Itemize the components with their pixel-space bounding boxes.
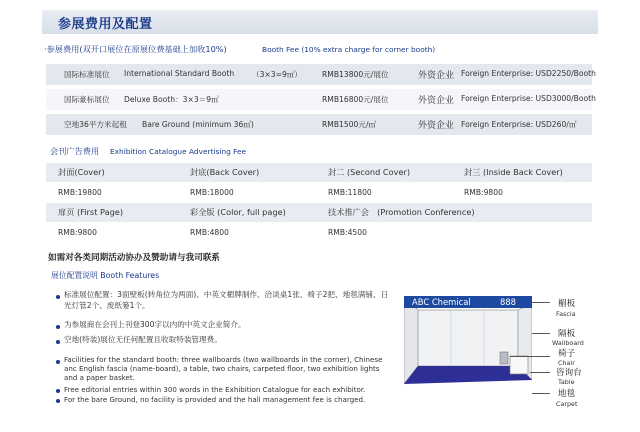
label-carpet-cn: 地毯: [558, 389, 576, 399]
contact-note: 如需对各类同期活动协办及赞助请与我司联系: [48, 253, 220, 263]
fee-row-standard: [46, 64, 596, 85]
cat-label: 彩全版 (Color, full page): [190, 207, 286, 217]
cat-price: RMB:4800: [190, 228, 229, 237]
feature-en-item: Free editorial entries within 300 words in the Exhibition Catalogue for each exhibitor.: [64, 385, 366, 394]
bullet-icon: [56, 340, 60, 344]
cat-label: 封三 (Inside Back Cover): [464, 167, 563, 177]
booth-fee-heading-en: Booth Fee (10% extra charge for corner booth): [262, 45, 436, 54]
label-table-en: Table: [558, 378, 575, 386]
leader-line: [530, 372, 550, 373]
fee-price: RMB16800元/展位: [322, 95, 389, 104]
feature-en-item: For the bare Ground, no facility is provided and the hall management fee is charged.: [64, 395, 366, 404]
cat-label: 扉页 (First Page): [58, 207, 124, 217]
cat-label: 封底(Back Cover): [190, 167, 260, 177]
label-table-cn: 咨询台: [556, 368, 582, 378]
fee-row-deluxe: [46, 89, 596, 110]
fascia-company: ABC Chemical: [412, 297, 471, 307]
fee-name-en: Bare Ground (minimum 36㎡): [142, 120, 254, 129]
catalogue-row1-prices: [46, 183, 592, 202]
fee-price: RMB1500元/㎡: [322, 120, 377, 129]
booth-diagram: [404, 296, 532, 388]
features-heading: 展位配置说明 Booth Features: [51, 271, 160, 280]
leader-line: [510, 356, 550, 357]
label-wallboard-en: Wallboard: [552, 339, 584, 347]
label-wallboard-cn: 隔板: [558, 329, 576, 339]
fee-price: RMB13800元/展位: [322, 70, 389, 79]
cat-label: 封面(Cover): [58, 167, 105, 177]
fascia-number: 888: [500, 297, 516, 307]
catalogue-row2-prices: [46, 223, 592, 242]
booth-fee-heading-cn: ·参展费用(双开口展位在原展位费基础上加收10%): [44, 44, 227, 54]
bullet-icon: [56, 399, 60, 403]
fee-name-cn: 国际标准展位: [64, 70, 110, 79]
cat-price: RMB:9800: [58, 228, 97, 237]
leader-line: [532, 393, 550, 394]
bullet-icon: [56, 325, 60, 329]
label-fascia-cn: 楣板: [558, 299, 576, 309]
fee-size: （3×3=9㎡）: [252, 70, 303, 79]
cat-price: RMB:9800: [464, 188, 503, 197]
fee-foreign-cn: 外资企业: [418, 121, 455, 131]
catalogue-heading-en: Exhibition Catalogue Advertising Fee: [110, 147, 247, 156]
leader-line: [532, 302, 550, 303]
catalogue-row2-labels: [46, 203, 592, 222]
bullet-icon: [56, 295, 60, 299]
fee-name-cn: 国际豪标展位: [64, 95, 110, 104]
feature-cn-item: 空地(特装)展位无任何配置且收取特装管理费。: [64, 335, 222, 344]
fee-foreign-en: Foreign Enterprise: USD260/㎡: [461, 120, 577, 129]
fee-foreign-en: Foreign Enterprise: USD2250/Booth: [461, 69, 596, 78]
cat-price: RMB:4500: [328, 228, 367, 237]
fee-row-bare-ground: [46, 114, 592, 135]
fee-foreign-cn: 外资企业: [418, 71, 455, 81]
feature-en-item: Facilities for the standard booth: three wallboards (two wallboards in the corner), Chinese anc English fascia (name-board), a table, two chairs, carpeted floor, two exhibition lights and a paper basket.: [64, 355, 383, 383]
label-chair-cn: 椅子: [558, 349, 576, 359]
bullet-icon: [56, 360, 60, 364]
label-fascia-en: Fascia: [556, 310, 576, 318]
cat-label: 技术推广会 (Promotion Conference): [328, 207, 475, 217]
page-title: 参展费用及配置: [58, 17, 153, 32]
cat-price: RMB:18000: [190, 188, 234, 197]
cat-price: RMB:19800: [58, 188, 102, 197]
fee-name-en: Deluxe Booth：3×3＝9㎡: [124, 95, 219, 104]
catalogue-heading-cn: 会刊广告费用: [50, 146, 100, 156]
fee-foreign-en: Foreign Enterprise: USD3000/Booth: [461, 94, 596, 103]
fee-name-cn: 空地36平方米起租: [64, 120, 127, 129]
fee-name-en: International Standard Booth: [124, 69, 235, 78]
feature-cn-item: 标准展位配置：3面壁板(转角位为两面)、中英文楣牌制作、洽谈桌1张、椅子2把、地毯满铺、日光灯管2个、废纸篓1个。: [64, 290, 389, 310]
catalogue-row1-labels: [46, 163, 592, 182]
cat-label: 封二 (Second Cover): [328, 167, 411, 177]
label-chair-en: Chair: [558, 359, 575, 367]
cat-price: RMB:11800: [328, 188, 372, 197]
fee-foreign-cn: 外资企业: [418, 96, 455, 106]
booth-illustration: [404, 296, 532, 388]
leader-line: [532, 333, 550, 334]
bullet-icon: [56, 389, 60, 393]
feature-cn-item: 为参展商在会刊上刊登300字以内的中英文企业简介。: [64, 320, 246, 329]
label-carpet-en: Carpet: [556, 400, 578, 408]
